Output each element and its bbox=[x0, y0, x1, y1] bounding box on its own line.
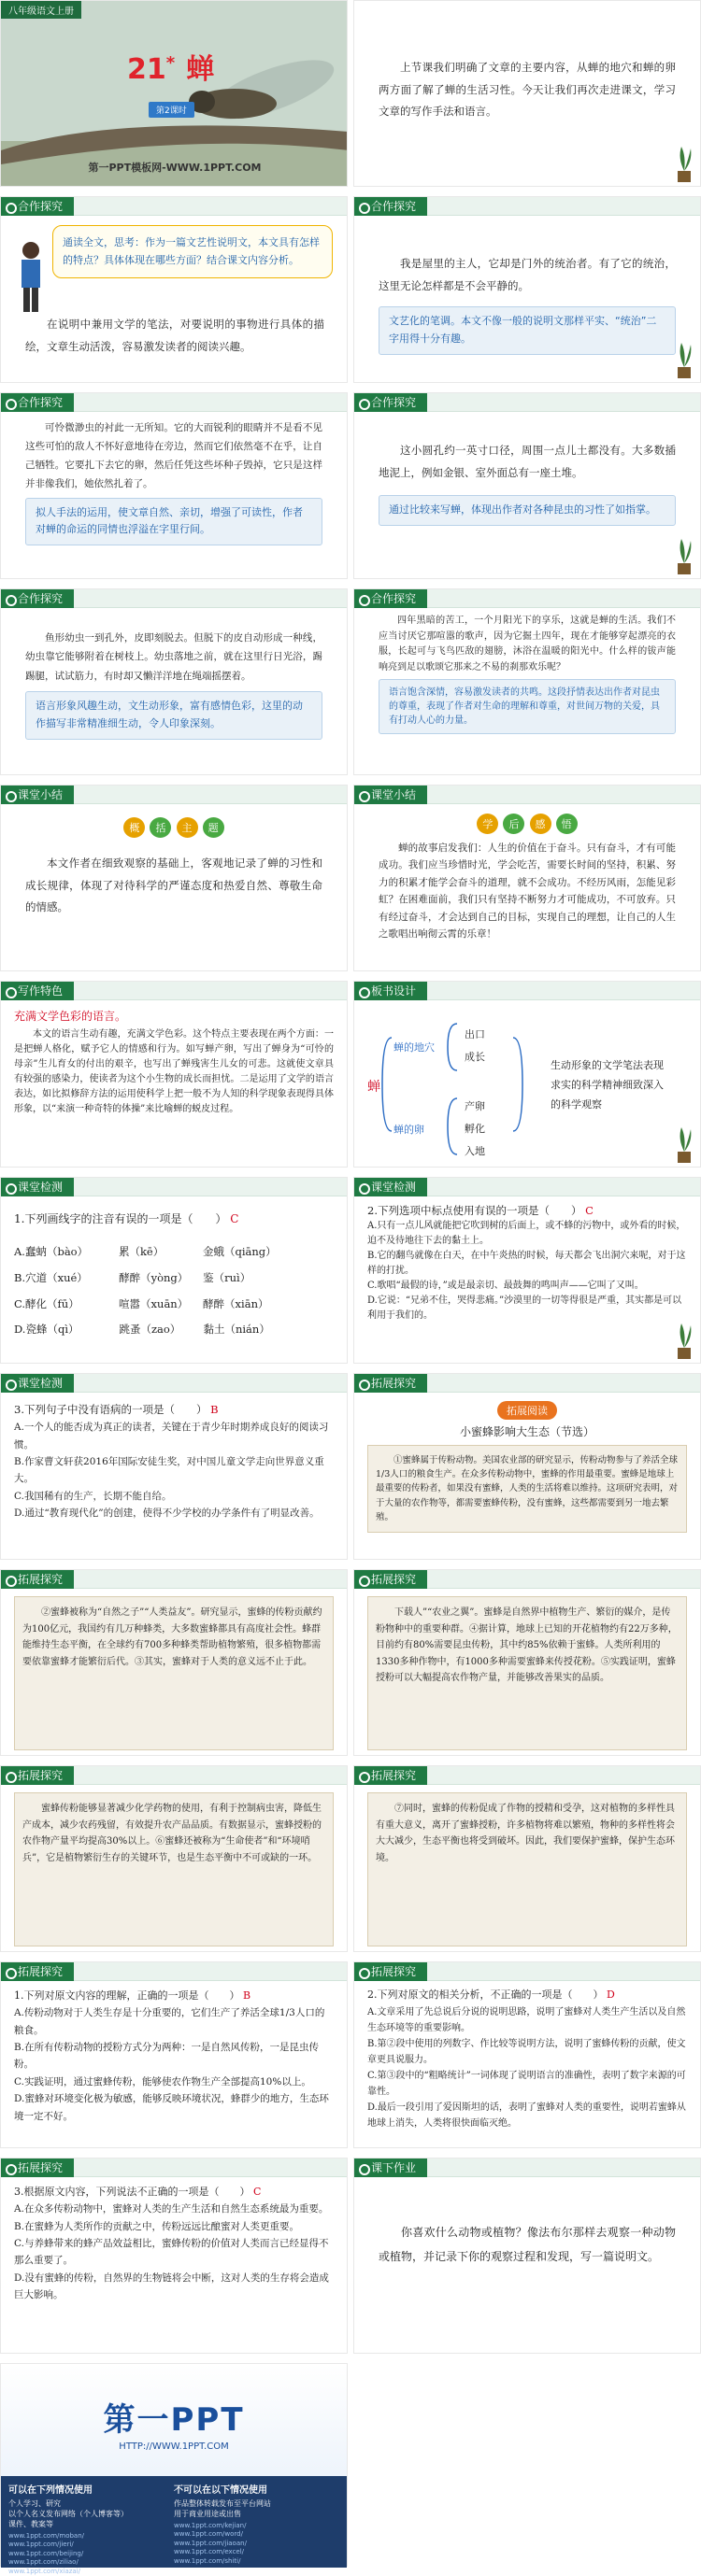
practice-slide-2[interactable] bbox=[353, 1177, 701, 1364]
option-item[interactable]: A.在众多传粉动物中，蜜蜂对人类的生产生活和自然生态系统最为重要。 bbox=[14, 2203, 329, 2215]
cooperate-slide-5[interactable] bbox=[0, 588, 348, 775]
row-7 bbox=[0, 1177, 701, 1364]
option-part: 黏土（nián） bbox=[203, 1323, 270, 1337]
option-part: 酵醉（yòng） bbox=[119, 1270, 189, 1284]
row-2 bbox=[0, 196, 701, 383]
reading-badge-row bbox=[354, 1400, 700, 1420]
cooperate-slide-1[interactable] bbox=[0, 196, 348, 383]
section-tag: 课堂检测 bbox=[354, 1178, 427, 1196]
row-8 bbox=[0, 1373, 701, 1560]
reflection-slide[interactable] bbox=[353, 785, 701, 971]
section-header bbox=[354, 589, 700, 608]
footer-link[interactable]: www.1ppt.com/beijing/ bbox=[8, 2549, 84, 2557]
extend-question-2[interactable] bbox=[353, 1961, 701, 2148]
row-6 bbox=[0, 981, 701, 1168]
footer-logo: 第一PPT bbox=[103, 2401, 245, 2439]
reading-text: ①蜜蜂属于传粉动物。美国农业部的研究显示，传粉动物参与了养活全球1/3人口的粮食生产。在众多传粉动物中，蜜蜂的作用最重要。蜜蜂是地球上最重要的传粉者，如果没有蜜蜂，人类的生活将难以维持。这项研究表明，对于大量的农作物等，都需要蜜蜂传粉，没有蜜蜂，这些都需要到另一地去繁殖。 bbox=[367, 1445, 687, 1533]
cooperate-slide-6[interactable] bbox=[353, 588, 701, 775]
question-line bbox=[367, 1987, 687, 2004]
question-line bbox=[14, 1400, 334, 1419]
section-tag: 拓展探究 bbox=[354, 1962, 427, 1981]
section-tag: 拓展探究 bbox=[354, 1570, 427, 1589]
option-item[interactable] bbox=[14, 1239, 334, 1266]
answer-letter: B bbox=[210, 1403, 219, 1416]
summary-text: 本文作者在细致观察的基础上，客观地记录了蝉的习性和成长规律，体现了对待科学的严谨态度和热爱自然、尊敬生命的情感。 bbox=[25, 856, 322, 914]
option-item[interactable]: A.传粉动物对于人类生存是十分重要的，它们生产了养活全球1/3人口的粮食。 bbox=[14, 2007, 325, 2036]
section-header bbox=[354, 1766, 700, 1785]
cooperate-slide-2[interactable] bbox=[353, 196, 701, 383]
forbidden-item: 用于商业用途或出售 bbox=[174, 2510, 241, 2518]
row-3 bbox=[0, 392, 701, 579]
section-tag: 拓展探究 bbox=[1, 1962, 74, 1981]
footer-link[interactable]: www.1ppt.com/jiaoan/ bbox=[174, 2539, 247, 2547]
board-bottom-items bbox=[465, 1096, 485, 1164]
footer-allowed bbox=[8, 2482, 174, 2575]
plant-icon bbox=[674, 141, 694, 182]
option-item[interactable]: C.我国稀有的生产，长期不能自给。 bbox=[14, 1490, 172, 1502]
row-11 bbox=[0, 1961, 701, 2148]
lesson-name: 蝉 bbox=[186, 53, 215, 86]
option-item[interactable]: A.一个人的能否成为真正的读者，关键在于青少年时期养成良好的阅读习惯。 bbox=[14, 1422, 329, 1451]
badge-char: 感 bbox=[530, 814, 551, 834]
board-summary: 生动形象的文学笔法表现求实的科学精神细致深入的科学观察 bbox=[551, 1059, 664, 1111]
answer-letter: C bbox=[230, 1212, 239, 1225]
section-header bbox=[1, 393, 347, 412]
footer-link[interactable]: www.1ppt.com/ziliao/ bbox=[8, 2558, 79, 2567]
row-9 bbox=[0, 1569, 701, 1756]
option-item[interactable]: C.第③段中的“粗略统计”一词体现了说明语言的准确性，表明了数字来源的可靠性。 bbox=[367, 2070, 686, 2097]
analysis-box: 通过比较来写蝉，体现出作者对各种昆虫的习性了如指掌。 bbox=[379, 495, 676, 526]
cover-watermark: 第一PPT模板网-WWW.1PPT.COM bbox=[88, 162, 262, 174]
section-tag: 写作特色 bbox=[1, 982, 74, 1000]
board-top-items bbox=[465, 1024, 485, 1069]
cooperate-slide-4[interactable] bbox=[353, 392, 701, 579]
section-tag: 合作探究 bbox=[354, 589, 427, 608]
section-tag: 拓展探究 bbox=[1, 1570, 74, 1589]
period-badge: 第2课时 bbox=[149, 102, 194, 118]
grade-label: 八年级语文上册 bbox=[1, 1, 81, 19]
practice-slide-1[interactable] bbox=[0, 1177, 348, 1364]
board-bottom: 蝉的卵 bbox=[393, 1124, 424, 1136]
option-item[interactable]: C.实践证明，通过蜜蜂传粉，能够使农作物生产全部提高10%以上。 bbox=[14, 2075, 311, 2088]
board-item: 孵化 bbox=[465, 1123, 485, 1136]
option-list bbox=[14, 1239, 334, 1342]
footer-url[interactable]: HTTP://WWW.1PPT.COM bbox=[119, 2442, 229, 2452]
extend-slide-1[interactable] bbox=[353, 1373, 701, 1560]
lesson-number: 21 bbox=[127, 53, 166, 86]
option-part: 鉴（ruì） bbox=[203, 1270, 251, 1284]
analysis-box: 语言饱含深情，容易激发读者的共鸣。这段抒情表达出作者对昆虫的尊重，表现了作者对生命的理解和尊重，对世间万物的关爱，具有打动人心的力量。 bbox=[379, 679, 676, 734]
board-item: 入地 bbox=[465, 1145, 485, 1158]
section-tag: 合作探究 bbox=[354, 393, 427, 412]
option-part: 穴道（xué） bbox=[25, 1270, 88, 1284]
extend-slide-3[interactable] bbox=[353, 1569, 701, 1756]
reading-badge: 拓展阅读 bbox=[497, 1401, 557, 1420]
option-label: A. bbox=[14, 1245, 25, 1259]
section-tag: 课堂小结 bbox=[1, 786, 74, 804]
extend-question-3[interactable] bbox=[0, 2158, 348, 2354]
answer-letter: C bbox=[253, 2186, 262, 2198]
section-tag: 拓展探究 bbox=[1, 2158, 74, 2177]
option-part: 跳蚤（zao） bbox=[119, 1323, 181, 1337]
option-item[interactable]: B.在蜜蜂为人类所作的贡献之中，传粉远远比酿蜜对人类更重要。 bbox=[14, 2220, 300, 2232]
question-text: 3.根据原文内容，下列说法不正确的一项是（ ） bbox=[14, 2186, 250, 2198]
extend-slide-4[interactable] bbox=[0, 1765, 348, 1952]
option-label: C. bbox=[14, 1296, 26, 1310]
homework-text: 你喜欢什么动物或植物？像法布尔那样去观察一种动物或植物，并记录下你的观察过程和发现，写一篇说明文。 bbox=[379, 2226, 676, 2264]
analysis-box: 文艺化的笔调。本文不像一般的说明文那样平实、“统治”二字用得十分有趣。 bbox=[379, 306, 676, 354]
section-header bbox=[354, 786, 700, 804]
section-header bbox=[354, 1962, 700, 1981]
theme-badges bbox=[1, 817, 347, 838]
section-header bbox=[1, 589, 347, 608]
board-slide[interactable] bbox=[353, 981, 701, 1168]
badge-char: 主 bbox=[177, 817, 198, 838]
analysis-box: 拟人手法的运用，使文章自然、亲切，增强了可读性，作者对蝉的命运的同情也浮溢在字里行间。 bbox=[25, 498, 322, 545]
section-tag: 拓展探究 bbox=[1, 1766, 74, 1785]
row-4 bbox=[0, 588, 701, 775]
section-header bbox=[354, 982, 700, 1000]
footer-link[interactable]: www.1ppt.com/moban/ bbox=[8, 2532, 85, 2540]
question-text: 1.下列画线字的注音有误的一项是（ ） bbox=[14, 1212, 227, 1225]
board-item: 成长 bbox=[465, 1051, 485, 1064]
quote-text: 我是屋里的主人，它却是门外的统治者。有了它的统治，这里无论怎样都是不会平静的。 bbox=[379, 257, 676, 292]
section-header bbox=[354, 393, 700, 412]
option-item[interactable]: B.在所有传粉动物的授粉方式分为两种：一是自然风传粉，一是昆虫传粉。 bbox=[14, 2042, 320, 2071]
question-text: 2.下列选项中标点使用有误的一项是（ ） bbox=[367, 1204, 582, 1217]
question-text: 3.下列句子中没有语病的一项是（ ） bbox=[14, 1403, 207, 1416]
plant-icon bbox=[674, 1122, 694, 1163]
cooperate-slide-3[interactable] bbox=[0, 392, 348, 579]
option-part: 喧嚣（xuān） bbox=[119, 1296, 189, 1310]
question-block bbox=[1, 2177, 347, 2304]
section-tag: 合作探究 bbox=[1, 197, 74, 216]
question-block bbox=[1, 1196, 347, 1343]
option-part: 金蛾（qiāng） bbox=[202, 1245, 277, 1259]
question-line bbox=[367, 1202, 687, 1219]
section-header bbox=[1, 197, 347, 216]
feature-slide[interactable] bbox=[0, 981, 348, 1168]
option-part: 酵化（fū） bbox=[25, 1296, 79, 1310]
homework-slide[interactable] bbox=[353, 2158, 701, 2354]
footer-blank bbox=[353, 2363, 701, 2567]
analysis-box: 语言形象风趣生动，文生动形象，富有感情色彩，这里的动作描写非常精准细生动，令人印象深刻。 bbox=[25, 691, 322, 739]
option-part: 累（kē） bbox=[118, 1245, 165, 1259]
option-item[interactable]: B.第②段中使用的列数字、作比较等说明方法，说明了蜜蜂传粉的贡献，使文章更具说服力。 bbox=[367, 2038, 686, 2065]
footer-link[interactable]: www.1ppt.com/xiazai/ bbox=[8, 2567, 81, 2575]
footer-link[interactable]: www.1ppt.com/excel/ bbox=[174, 2548, 245, 2556]
forbidden-item: 作品整体转载发布至平台网站 bbox=[174, 2499, 271, 2508]
section-header bbox=[1, 2158, 347, 2177]
question-block bbox=[1, 1393, 347, 1522]
question-text: 2.下列对原文的相关分析，不正确的一项是（ ） bbox=[367, 1989, 604, 2001]
section-tag: 板书设计 bbox=[354, 982, 427, 1000]
summary-slide[interactable] bbox=[0, 785, 348, 971]
question-line bbox=[14, 2183, 334, 2201]
cover-slide[interactable] bbox=[0, 0, 348, 187]
section-tag: 课下作业 bbox=[354, 2158, 427, 2177]
answer-letter: B bbox=[243, 1989, 251, 2002]
answer-letter: D bbox=[607, 1989, 615, 2001]
row-12 bbox=[0, 2158, 701, 2354]
option-label: D. bbox=[14, 1323, 26, 1337]
plant-icon bbox=[674, 1318, 694, 1359]
option-item[interactable]: A.只有一点儿风就能把它吹到树的后面上，或不蜂的污物中，或外看的时候，迫不及待地往下去的黏土上。 bbox=[367, 1221, 686, 1247]
option-item[interactable]: D.通过“教育现代化”的创建，使得不少学校的办学条件有了明显改善。 bbox=[14, 1507, 320, 1519]
section-header bbox=[1, 1962, 347, 1981]
intro-slide[interactable] bbox=[353, 0, 701, 187]
plant-icon bbox=[674, 337, 694, 378]
answer-letter: C bbox=[585, 1204, 594, 1217]
reading-text: 下载人”“农业之翼”。蜜蜂是自然界中植物生产、繁衍的媒介，是传粉物种中的重要种群。④据计算，地球上已知的开花植物约有22万多种，目前约有80%需要昆虫传粉，其中约85%依赖于蜜蜂。人类所利用的1330多种作物中，有1000多种需要蜜蜂来传授花粉。⑤实践证明，蜜蜂授粉可以大幅提高农作物产量，并能够改善果实的品质。 bbox=[367, 1596, 687, 1750]
badge-char: 题 bbox=[203, 817, 224, 838]
badge-char: 括 bbox=[150, 817, 171, 838]
footer-link[interactable]: www.1ppt.com/word/ bbox=[174, 2530, 243, 2539]
row-10 bbox=[0, 1765, 701, 1952]
teacher-icon bbox=[12, 239, 50, 314]
option-part: 瓷蜂（qì） bbox=[25, 1323, 79, 1337]
section-header bbox=[1, 982, 347, 1000]
section-header bbox=[1, 1570, 347, 1589]
badge-char: 概 bbox=[123, 817, 145, 838]
option-part: 蠢蚋（bào） bbox=[24, 1245, 89, 1259]
section-header bbox=[354, 197, 700, 216]
section-header bbox=[354, 1570, 700, 1589]
footer-link[interactable]: www.1ppt.com/jieri/ bbox=[8, 2541, 74, 2549]
board-top: 蝉的地穴 bbox=[393, 1041, 435, 1054]
section-header bbox=[1, 786, 347, 804]
lesson-star: * bbox=[165, 53, 176, 73]
question-line bbox=[14, 1210, 334, 1228]
quote-text: 这小圆孔约一英寸口径，周围一点儿土都没有。大多数插地泥上，例如金银、室外面总有一座土堆。 bbox=[379, 444, 676, 479]
reflection-badges bbox=[354, 814, 700, 834]
section-tag: 课堂检测 bbox=[1, 1178, 74, 1196]
section-tag: 拓展探究 bbox=[354, 1374, 427, 1393]
board-item: 产卵 bbox=[465, 1100, 485, 1112]
plant-icon bbox=[674, 533, 694, 574]
allowed-item: 以个人名义发布网络（个人博客等） bbox=[8, 2510, 128, 2518]
footer-slide bbox=[0, 2363, 348, 2575]
section-header bbox=[1, 1766, 347, 1785]
extend-question-1[interactable] bbox=[0, 1961, 348, 2148]
feature-title: 充满文学色彩的语言。 bbox=[14, 1010, 127, 1023]
section-tag: 合作探究 bbox=[1, 393, 74, 412]
question-block bbox=[354, 1981, 700, 2131]
section-header bbox=[1, 1178, 347, 1196]
option-item[interactable]: C.歌唱“最假的诗，”或是最亲切、最鼓舞的鸣叫声——它叫了又叫。 bbox=[367, 1281, 644, 1292]
reading-title: 小蜜蜂影响大生态（节选） bbox=[459, 1425, 594, 1438]
answer-text: 在说明中兼用文学的笔法，对要说明的事物进行具体的描绘，文章生动活泼，容易激发读者的阅读兴趣。 bbox=[25, 318, 324, 353]
section-tag: 课堂检测 bbox=[1, 1374, 74, 1393]
allowed-item: 个人学习、研究 bbox=[8, 2499, 61, 2508]
question-line bbox=[14, 1987, 334, 2004]
section-header bbox=[354, 2158, 700, 2177]
option-item[interactable]: B.作家曹文轩获2016年国际安徒生奖，对中国儿童文学走向世界意义重大。 bbox=[14, 1455, 324, 1485]
quote-text: 可怜微渺虫的衬此一无所知。它的大而锐利的眼睛并不是看不见这些可怕的敌人不怀好意地待在旁边，然而它们依然毫不在乎，让自己牺牲。它要扎下去它的卵，然后任凭这些坏种子毁掉，它只是这样并非像我们，她依然扎着了。 bbox=[25, 422, 322, 489]
board-center: 蝉 bbox=[367, 1080, 380, 1095]
question-text: 1.下列对原文内容的理解，正确的一项是（ ） bbox=[14, 1989, 240, 2002]
extend-slide-5[interactable] bbox=[353, 1765, 701, 1952]
question-bubble: 通读全文，思考：作为一篇文艺性说明文，本文具有怎样的特点？具体体现在哪些方面？结合课文内容分析。 bbox=[52, 225, 333, 278]
quote-text: 四年黑暗的苦工，一个月阳光下的享乐，这就是蝉的生活。我们不应当讨厌它那喧嚣的歌声，因为它掘土四年，现在才能够穿起漂亮的衣服，长起可与飞鸟匹敌的翅膀，沐浴在温暖的阳光中。什么样的钹声能响亮到足以歌颂它那来之不易的刹那欢乐呢？ bbox=[379, 616, 676, 672]
feature-text: 本文的语言生动有趣，充满文学色彩。这个特点主要表现在两个方面：一是把蝉人格化，赋予它人的情感和行为。如写蝉产卵，写出了蝉身为“可怜的母亲”生儿育女的付出的艰辛，也写出了蝉残害生儿女的可悲。这就使文章具有较强的感染力，使读者为这个小生物的成长而担忧。二是运用了文学的语言表达，如比拟修辞方法的运用使科学上把一般不为人知的科学现象表现得具体形象，以“来演一种奇特的体操”来比喻蝉的蜕皮过程。 bbox=[14, 1029, 334, 1114]
row-1 bbox=[0, 0, 701, 187]
badge-char: 悟 bbox=[556, 814, 578, 834]
question-block bbox=[354, 1196, 700, 1323]
badge-char: 后 bbox=[503, 814, 524, 834]
section-header bbox=[354, 1374, 700, 1393]
option-item[interactable]: D.蜜蜂对环境变化极为敏感，能够反映环境状况，蜂群少的地方，生态环境一定不好。 bbox=[14, 2093, 329, 2122]
allowed-item: 课件、教案等 bbox=[8, 2520, 53, 2528]
allowed-title: 可以在下列情况使用 bbox=[8, 2485, 93, 2496]
option-item[interactable] bbox=[14, 1317, 334, 1343]
option-item[interactable]: D.它说：“兄弟不住，哭得悲痛。”沙漠里的一切等得很是严重，其实都是可以利用于我们的。 bbox=[367, 1295, 682, 1322]
section-tag: 课堂小结 bbox=[354, 786, 427, 804]
option-item[interactable]: D.没有蜜蜂的传粉，自然界的生物链将会中断，这对人类的生存将会造成巨大影响。 bbox=[14, 2272, 329, 2301]
question-block bbox=[1, 1981, 347, 2125]
footer-links-right bbox=[174, 2522, 339, 2566]
practice-slide-3[interactable] bbox=[0, 1373, 348, 1560]
footer-link[interactable]: www.1ppt.com/kejian/ bbox=[174, 2522, 247, 2529]
section-header bbox=[354, 1178, 700, 1196]
reading-text: 蜜蜂传粉能够显著减少化学药物的使用，有利于控制病虫害，降低生产成本，减少农药残留，有效提升农产品品质。有数据显示，蜜蜂授粉的农作物产量平均提高30%以上。⑥蜜蜂还被称为“生命使者”和“环境哨兵”，它是植物繁衍生存的关键环节，也是生态平衡中不可或缺的一环。 bbox=[14, 1792, 334, 1946]
board-item: 出口 bbox=[465, 1028, 485, 1040]
footer-info bbox=[1, 2476, 347, 2575]
option-label: B. bbox=[14, 1270, 26, 1284]
option-item[interactable]: B.它的翻鸟就像在白天，在中午炎热的时候，每天都会飞出洞穴来呢，对于这样的打扰。 bbox=[367, 1251, 686, 1277]
reading-text: ⑦同时，蜜蜂的传粉促成了作物的授精和受孕，这对植物的多样性具有重大意义，离开了蜜蜂授粉，许多植物将难以繁殖，物种的多样性将会大大减少，生态平衡也将受到破坏。因此，我们要保护蜜蜂，保护生态环境。 bbox=[367, 1792, 687, 1946]
section-tag: 拓展探究 bbox=[354, 1766, 427, 1785]
option-item[interactable]: D.最后一段引用了爱因斯坦的话，表明了蜜蜂对人类的重要性，说明若蜜蜂从地球上消失，人类将很快面临灭绝。 bbox=[367, 2102, 686, 2129]
badge-char: 学 bbox=[477, 814, 498, 834]
extend-slide-2[interactable] bbox=[0, 1569, 348, 1756]
option-item[interactable]: A.文章采用了先总说后分说的说明思路，说明了蜜蜂对人类生产生活以及自然生态环境等的重要影响。 bbox=[367, 2006, 686, 2033]
footer-links-left bbox=[8, 2532, 174, 2576]
section-tag: 合作探究 bbox=[354, 197, 427, 216]
footer-link[interactable]: www.1ppt.com/shiti/ bbox=[174, 2556, 241, 2565]
section-header bbox=[1, 1374, 347, 1393]
option-item[interactable] bbox=[14, 1266, 334, 1292]
lesson-title bbox=[127, 46, 214, 87]
section-tag: 合作探究 bbox=[1, 589, 74, 608]
quote-text: 鱼形幼虫一到孔外，皮即刻脱去。但脱下的皮自动形成一种线，幼虫靠它能够附着在树枝上。幼虫落地之前，就在这里行日光浴，踢踢腿，试试筋力，有时却又懒洋洋地在绳端摇摆着。 bbox=[25, 632, 322, 682]
row-5 bbox=[0, 785, 701, 971]
option-item[interactable]: C.与养蜂带来的蜂产品效益相比，蜜蜂传粉的价值对人类而言已经显得不那么重要了。 bbox=[14, 2238, 329, 2267]
intro-text: 上节课我们明确了文章的主要内容，从蝉的地穴和蝉的卵两方面了解了蝉的生活习性。今天让我们再次走进课文，学习文章的写作手法和语言。 bbox=[379, 61, 676, 119]
reading-text: ②蜜蜂被称为“自然之子”“人类益友”。研究显示，蜜蜂的传粉贡献约为100亿元，我国约有几万种蜂类，大多数蜜蜂都具有高度社会性。蜂群能维持生态平衡，在全球约有700多种蜂类帮助植物繁殖，很多植物都需要依靠蜜蜂才能繁衍后代。③其实，蜜蜂对于人类的意义远不止于此。 bbox=[14, 1596, 334, 1750]
footer-logo-area bbox=[1, 2364, 347, 2476]
footer-forbidden bbox=[174, 2482, 339, 2565]
forbidden-title: 不可以在以下情况使用 bbox=[174, 2485, 267, 2496]
option-part: 酵醉（xiān） bbox=[203, 1296, 269, 1310]
option-item[interactable] bbox=[14, 1292, 334, 1318]
reflection-text: 蝉的故事启发我们：人生的价值在于奋斗。只有奋斗，才有可能成功。我们应当珍惜时光，学会吃苦，需要长时间的坚持，积累、努力的积累才能学会奋斗的道理，就不会成功。不经历风雨，怎能见彩虹？在困难面前，我们只有坚持不断努力才可能成功，不可放弃。只有经过奋斗，才会达到自己的目标，实现自己的理想，让自己的人生之歌唱出响彻云霄的乐章！ bbox=[379, 842, 676, 940]
